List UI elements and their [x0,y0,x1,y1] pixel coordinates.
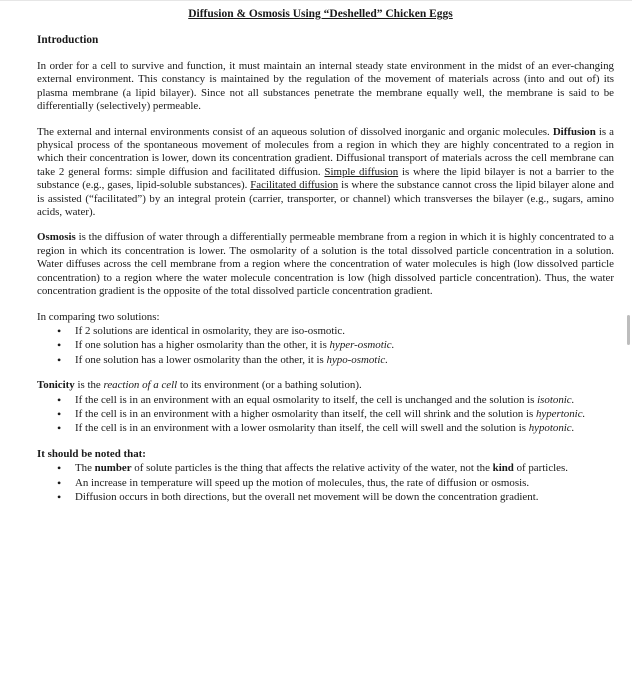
list-item-text: If one solution has a lower osmolarity than the other, it is [75,353,327,366]
list-item [75,339,614,352]
number-term: number [94,462,132,475]
list-item-term: hypotonic. [528,422,575,435]
introduction-heading: Introduction [37,34,99,46]
tonicity-term: Tonicity [37,379,75,392]
list-item [75,477,614,490]
list-item-text: If one solution has a higher osmolarity than the other, it is [75,339,330,352]
list-item-text: Diffusion occurs in both directions, but the overall net movement will be down the concentration gradient. [75,490,539,503]
list-item-text: of particles. [513,462,568,475]
list-item-term: isotonic. [537,393,575,406]
tonicity-emphasis: reaction of a cell [103,379,178,392]
list-item [75,462,614,475]
list-item [75,325,614,338]
list-item-text: If the cell is in an environment with a higher osmolarity than itself, the cell will shrink and the solution is [75,407,536,420]
diffusion-text-2: is a physical process of the spontaneous movement of molecules from a region in which they are highly concentrated to a region in which their concentration is lower, down its concentration gradient. Diffusional transport of materials across the cell membrane can take 2 general forms: simple diffusion and facilitated diffusion. [37,125,614,178]
tonicity-text: is the [74,379,104,392]
tonicity-lead [37,379,614,392]
diffusion-text-4: is where the substance cannot cross the lipid bilayer alone and is assisted (“facilitated”) by an integral protein (carrier, transporter, or channel) which transverses the bilayer (e.g., sugars, amino acids, water). [37,179,614,219]
list-item-text: If the cell is in an environment with a lower osmolarity than itself, the cell will swell and the solution is [75,422,529,435]
list-item-text: An increase in temperature will speed up the motion of molecules, thus, the rate of diffusion or osmosis. [75,476,530,489]
list-item-term: hyper-osmotic. [329,339,395,352]
osmosis-term: Osmosis [37,231,76,244]
list-item-term: hypertonic. [535,407,586,420]
kind-term: kind [492,462,514,475]
diffusion-text-3: is where the lipid bilayer is not a barrier to the substance (e.g., gases, lipid-soluble substances). [37,165,615,192]
list-item-text: The [75,462,95,475]
document-title: Diffusion & Osmosis Using “Deshelled” Chicken Eggs [188,8,453,20]
simple-diffusion-term: Simple diffusion [324,165,399,178]
intro-paragraph: In order for a cell to survive and function, it must maintain an internal steady state environment in the midst of an ever-changing external environment. This constancy is maintained by the regulation of the movement of materials across (into and out of) its plasma membrane (a lipid bilayer). Since not all substances penetrate the membrane equally well, the membrane is said to be differentially (selectively) permeable. [37,60,614,113]
tonicity-text-end: to its environment (or a bathing solution). [177,379,362,392]
tonicity-list [37,394,614,436]
noted-list [37,462,614,504]
list-item [75,394,614,407]
list-item [75,408,614,421]
list-item-text: If 2 solutions are identical in osmolarity, they are iso-osmotic. [75,324,345,337]
comparing-lead: In comparing two solutions: [37,310,160,323]
list-item-term: hypo-osmotic. [326,353,388,366]
osmosis-text: is the diffusion of water through a differentially permeable membrane from a region in which it is highly concentrated to a region in which its concentration is lower. The osmolarity of a solution is the total dissolved particle concentration in a solution. Water diffuses across the cell membrane from a region where the concentration of water molecules is high (low dissolved particle concentration) to a region where the water molecule concentration is low (high dissolved particle concentration). Thus, the water concentration gradient is the opposite of the total dissolved particle concentration gradient. [37,231,614,298]
diffusion-paragraph [37,126,614,220]
diffusion-term: Diffusion [552,125,596,138]
list-item [75,491,614,504]
list-item-text: If the cell is in an environment with an equal osmolarity to itself, the cell is unchanged and the solution is [75,393,538,406]
noted-heading: It should be noted that: [37,447,146,460]
list-item-text: of solute particles is the thing that affects the relative activity of the water, not the [131,462,493,475]
facilitated-diffusion-term: Facilitated diffusion [250,179,339,192]
diffusion-text-1: The external and internal environments consist of an aqueous solution of dissolved inorganic and organic molecules. [37,125,553,138]
osmosis-paragraph [37,231,614,298]
comparing-list [37,325,614,367]
list-item [75,354,614,367]
list-item [75,422,614,435]
